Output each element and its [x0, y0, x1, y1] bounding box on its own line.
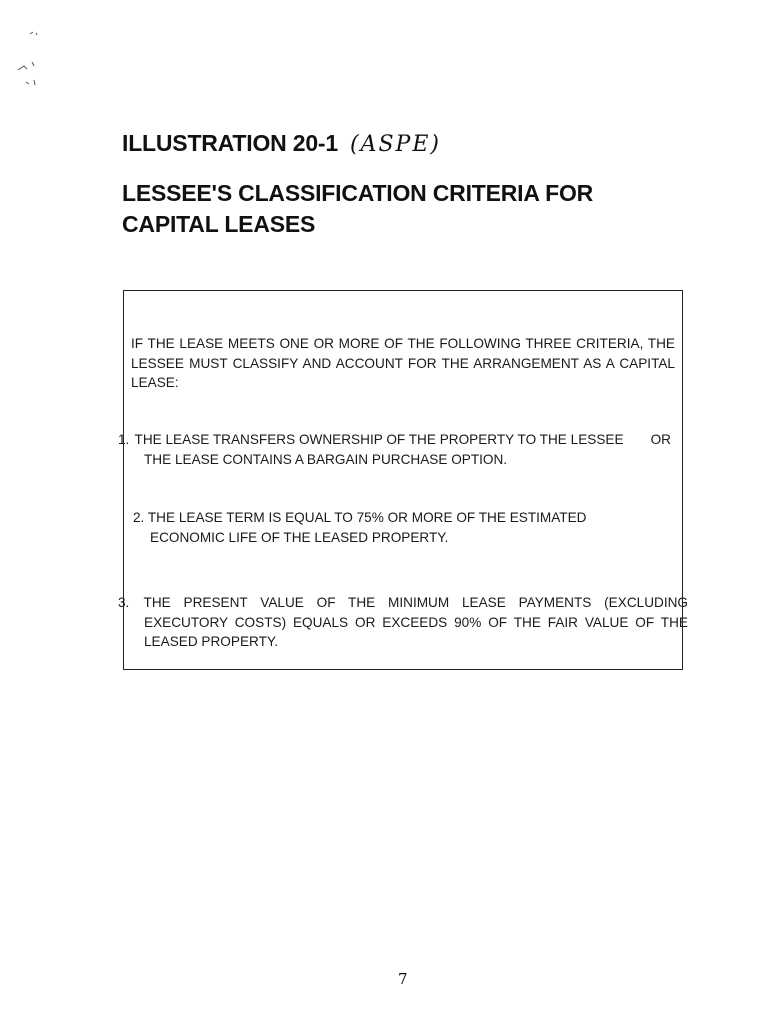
- heading-line-1: LESSEE'S CLASSIFICATION CRITERIA FOR: [122, 180, 594, 206]
- criteria-intro: IF THE LEASE MEETS ONE OR MORE OF THE FOLLOWING THREE CRITERIA, THE LESSEE MUST CLASSIFY AND ACCOUNT FOR THE ARRANGEMENT AS A CAPITAL LEASE:: [131, 336, 675, 390]
- illustration-title: ILLUSTRATION 20-1: [122, 130, 338, 156]
- handwritten-note: (ASPE): [349, 132, 441, 157]
- scan-specks-decoration: [10, 28, 50, 98]
- criterion-3: 3. THE PRESENT VALUE OF THE MINIMUM LEASE PAYMENTS (EXCLUDING EXECUTORY COSTS) EQUALS OR EXCEEDS 90% OF THE FAIR VALUE OF THE LEASED PROPERTY.: [118, 595, 688, 649]
- criterion-2-line-2: ECONOMIC LIFE OF THE LEASED PROPERTY.: [150, 529, 449, 545]
- criterion-2-line-1: THE LEASE TERM IS EQUAL TO 75% OR MORE OF THE ESTIMATED: [147, 510, 587, 525]
- criteria-box: [118, 290, 688, 670]
- criterion-1-connector: OR: [650, 432, 671, 447]
- page-heading: [122, 178, 722, 240]
- illustration-title-line: [122, 130, 441, 157]
- criterion-1-line-1: THE LEASE TRANSFERS OWNERSHIP OF THE PROPERTY TO THE LESSEE: [134, 432, 624, 447]
- criterion-2-number: 2.: [133, 510, 145, 525]
- page-number: 7: [398, 970, 408, 988]
- criterion-1: 1. THE LEASE TRANSFERS OWNERSHIP OF THE PROPERTY TO THE LESSEE OR THE LEASE CONTAINS A BARGAIN PURCHASE OPTION.: [131, 430, 675, 469]
- criterion-2: [133, 508, 677, 547]
- heading-line-2: CAPITAL LEASES: [122, 211, 316, 237]
- criterion-1-line-2: THE LEASE CONTAINS A BARGAIN PURCHASE OPTION.: [144, 451, 508, 467]
- criterion-3-text: THE PRESENT VALUE OF THE MINIMUM LEASE PAYMENTS (EXCLUDING EXECUTORY COSTS) EQUALS OR EXCEEDS 90% OF THE FAIR VALUE OF THE LEASED PROPERTY.: [143, 595, 688, 649]
